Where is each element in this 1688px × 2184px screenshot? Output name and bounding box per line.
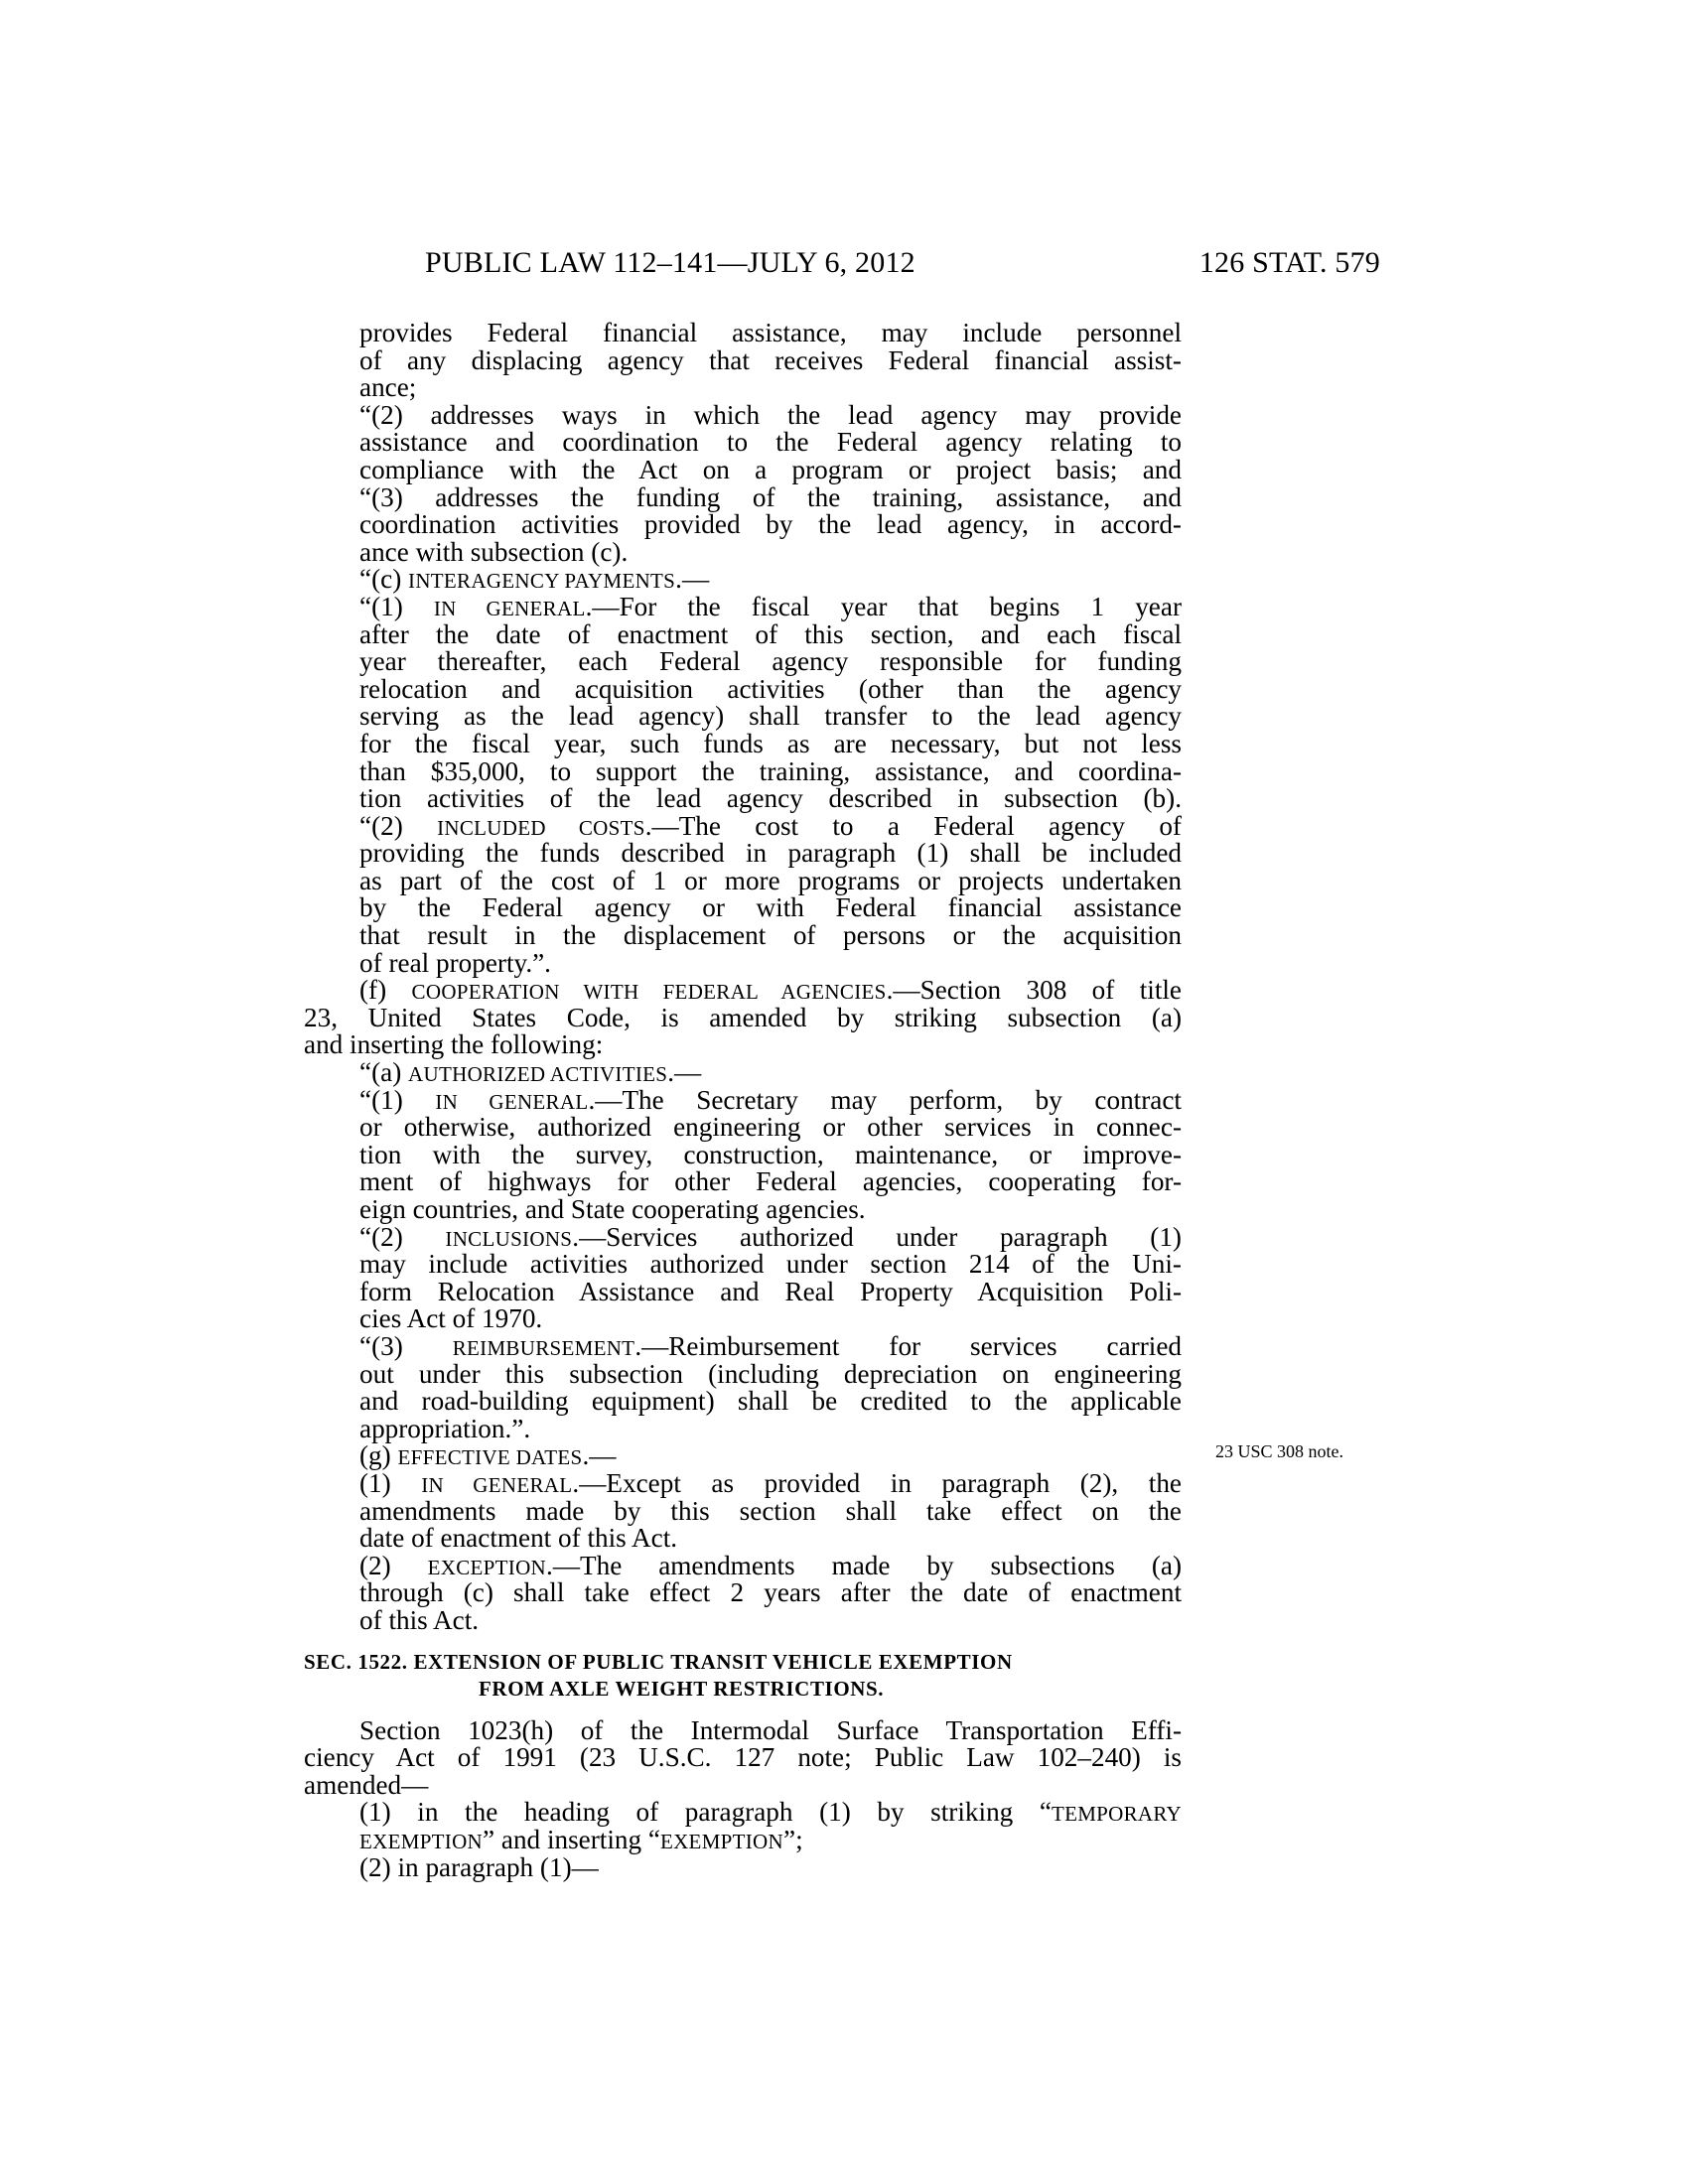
text-line bbox=[304, 1084, 1182, 1115]
text-line bbox=[304, 1251, 1182, 1279]
text-line bbox=[304, 1714, 1182, 1745]
line-text: (f) bbox=[359, 975, 412, 1006]
line-text: (1) in the heading of paragraph (1) by striking “ bbox=[359, 1797, 1052, 1828]
text-line bbox=[304, 1744, 1182, 1772]
text-line bbox=[304, 454, 1182, 484]
small-caps-heading: INCLUDED COSTS bbox=[437, 815, 645, 840]
line-text: as part of the cost of 1 or more programs or projects undertaken bbox=[359, 865, 1182, 895]
line-text: .—Reimbursement for services carried bbox=[634, 1330, 1182, 1361]
line-text: and road-building equipment) shall be credited to the applicable bbox=[359, 1386, 1182, 1417]
line-text: than $35,000, to support the training, assistance, and coordina- bbox=[359, 755, 1182, 786]
text-line bbox=[304, 1139, 1182, 1169]
text-line bbox=[304, 1413, 1182, 1443]
small-caps-heading: EXEMPTION bbox=[359, 1830, 484, 1854]
line-text: assistance and coordination to the Federal agency relating to bbox=[359, 427, 1182, 458]
text-line bbox=[304, 1495, 1182, 1526]
text-line bbox=[304, 1002, 1182, 1032]
text-line bbox=[304, 1388, 1182, 1416]
text-line bbox=[304, 648, 1182, 676]
line-text: of this Act. bbox=[359, 1604, 480, 1635]
line-text: date of enactment of this Act. bbox=[359, 1523, 678, 1554]
text-line bbox=[304, 618, 1182, 649]
section-heading-line2: FROM AXLE WEIGHT RESTRICTIONS. bbox=[479, 1677, 885, 1702]
line-text: (2) bbox=[359, 1550, 428, 1580]
small-caps-heading: EXEMPTION bbox=[659, 1830, 783, 1854]
text-line bbox=[304, 1305, 1182, 1333]
text-line bbox=[304, 1799, 1182, 1827]
text-line bbox=[304, 1114, 1182, 1142]
line-text: eign countries, and State cooperating agencies. bbox=[359, 1194, 866, 1224]
text-line bbox=[304, 755, 1182, 786]
text-line bbox=[304, 481, 1182, 512]
section-heading-line1: SEC. 1522. EXTENSION OF PUBLIC TRANSIT VEHICLE EXEMPTION bbox=[304, 1649, 1013, 1674]
line-text: form Relocation Assistance and Real Property Acquisition Poli- bbox=[359, 1276, 1182, 1306]
text-line bbox=[304, 1059, 1182, 1087]
text-line bbox=[304, 1467, 1182, 1498]
text-line bbox=[304, 673, 1182, 704]
text-line bbox=[304, 1330, 1182, 1361]
small-caps-heading: REIMBURSEMENT bbox=[452, 1335, 635, 1360]
line-text: .—The Secretary may perform, by contract bbox=[588, 1084, 1182, 1115]
line-text: .—The amendments made by subsections (a) bbox=[546, 1550, 1183, 1580]
text-line bbox=[304, 1276, 1182, 1306]
text-line bbox=[304, 1604, 1182, 1635]
line-text: “(3) addresses the funding of the training, assistance, and bbox=[359, 481, 1182, 512]
text-line bbox=[304, 1031, 1182, 1059]
running-head-title: PUBLIC LAW 112–141—JULY 6, 2012 bbox=[425, 246, 915, 279]
small-caps-heading: EFFECTIVE DATES bbox=[397, 1445, 583, 1470]
text-line bbox=[304, 399, 1182, 430]
line-text: of real property.”. bbox=[359, 947, 551, 978]
text-line bbox=[304, 1442, 1182, 1470]
line-text: (1) bbox=[359, 1467, 422, 1498]
small-caps-heading: EXCEPTION bbox=[427, 1555, 547, 1579]
text-line bbox=[304, 374, 1182, 402]
text-line bbox=[304, 566, 1182, 594]
text-line bbox=[304, 320, 1182, 347]
margin-note: 23 USC 308 note. bbox=[1215, 1441, 1344, 1461]
line-text: out under this subsection (including depreciation on engineering bbox=[359, 1358, 1182, 1389]
text-line bbox=[304, 1221, 1182, 1252]
small-caps-heading: AUTHORIZED ACTIVITIES bbox=[408, 1062, 668, 1087]
line-text: .— bbox=[667, 1057, 702, 1088]
line-text: ment of highways for other Federal agencies, cooperating for- bbox=[359, 1166, 1182, 1197]
running-head-page: 126 STAT. 579 bbox=[1198, 246, 1380, 279]
line-text: .—Except as provided in paragraph (2), the bbox=[572, 1467, 1182, 1498]
line-text: year thereafter, each Federal agency responsible for funding bbox=[359, 646, 1182, 677]
line-text: “(1) bbox=[359, 591, 434, 621]
text-line bbox=[304, 511, 1182, 539]
line-text: 23, United States Code, is amended by striking subsection (a) bbox=[304, 1002, 1182, 1032]
line-text: “(2) bbox=[359, 1221, 446, 1252]
line-text: .—The cost to a Federal agency of bbox=[644, 810, 1182, 841]
line-text: tion activities of the lead agency described in subsection (b). bbox=[359, 783, 1182, 814]
line-text: .— bbox=[675, 564, 710, 595]
text-line bbox=[304, 947, 1182, 978]
text-line bbox=[304, 1525, 1182, 1553]
document-body bbox=[304, 320, 1182, 1881]
small-caps-heading: IN GENERAL bbox=[433, 596, 586, 620]
line-text: “(3) bbox=[359, 1330, 453, 1361]
text-line bbox=[304, 922, 1182, 950]
small-caps-heading: IN GENERAL bbox=[421, 1472, 573, 1497]
line-text: Section 1023(h) of the Intermodal Surface Transportation Effi- bbox=[359, 1714, 1182, 1745]
line-text: that result in the displacement of persons or the acquisition bbox=[359, 920, 1182, 951]
spacer bbox=[304, 1635, 1182, 1649]
line-text: by the Federal agency or with Federal financial assistance bbox=[359, 892, 1182, 923]
line-text: ciency Act of 1991 (23 U.S.C. 127 note; Public Law 102–240) is bbox=[304, 1742, 1182, 1773]
line-text: “(1) bbox=[359, 1084, 436, 1115]
line-text: .—Section 308 of title bbox=[886, 975, 1182, 1006]
small-caps-heading: INTERAGENCY PAYMENTS bbox=[408, 569, 676, 594]
line-text: coordination activities provided by the lead agency, in accord- bbox=[359, 509, 1182, 540]
text-line bbox=[304, 840, 1182, 868]
line-text: for the fiscal year, such funds as are necessary, but not less bbox=[359, 728, 1182, 758]
text-line bbox=[304, 728, 1182, 758]
line-text: ”; bbox=[783, 1825, 803, 1855]
line-text: .—Services authorized under paragraph (1) bbox=[572, 1221, 1182, 1252]
text-line bbox=[304, 785, 1182, 813]
text-line bbox=[304, 1196, 1182, 1224]
text-block-subsections bbox=[304, 320, 1182, 1635]
line-text: providing the funds described in paragraph (1) shall be included bbox=[359, 838, 1182, 869]
line-text: appropriation.”. bbox=[359, 1413, 531, 1443]
line-text: provides Federal financial assistance, may include personnel bbox=[359, 318, 1182, 347]
line-text: .—For the fiscal year that begins 1 year bbox=[585, 591, 1182, 621]
text-line bbox=[304, 591, 1182, 621]
line-text: amended— bbox=[304, 1769, 429, 1800]
text-line bbox=[304, 1851, 1182, 1882]
text-block-section-1522 bbox=[304, 1714, 1182, 1882]
small-caps-heading: TEMPORARY bbox=[1051, 1802, 1182, 1827]
line-text: “(2) addresses ways in which the lead agency may provide bbox=[359, 399, 1182, 430]
text-line bbox=[304, 1168, 1182, 1196]
text-line bbox=[304, 810, 1182, 841]
line-text: and inserting the following: bbox=[304, 1029, 604, 1060]
line-text: relocation and acquisition activities (other than the agency bbox=[359, 673, 1182, 704]
text-line bbox=[304, 977, 1182, 1005]
line-text: serving as the lead agency) shall transfer to the lead agency bbox=[359, 701, 1182, 732]
line-text: of any displacing agency that receives Federal financial assist- bbox=[359, 344, 1182, 375]
line-text: “(2) bbox=[359, 810, 438, 841]
text-line bbox=[304, 1579, 1182, 1607]
small-caps-heading: INCLUSIONS bbox=[445, 1226, 573, 1251]
text-line bbox=[304, 894, 1182, 922]
line-text: (g) bbox=[359, 1440, 398, 1471]
line-text: cies Act of 1970. bbox=[359, 1303, 543, 1334]
line-text: after the date of enactment of this section, and each fiscal bbox=[359, 618, 1182, 649]
text-line bbox=[304, 429, 1182, 457]
line-text: tion with the survey, construction, maintenance, or improve- bbox=[359, 1139, 1182, 1169]
line-text: “(c) bbox=[359, 564, 409, 595]
line-text: ance; bbox=[359, 372, 417, 403]
line-text: “(a) bbox=[359, 1057, 409, 1088]
small-caps-heading: COOPERATION WITH FEDERAL AGENCIES bbox=[411, 980, 887, 1005]
line-text: or otherwise, authorized engineering or other services in connec- bbox=[359, 1112, 1182, 1143]
line-text: .— bbox=[582, 1440, 617, 1471]
text-line bbox=[304, 703, 1182, 731]
line-text: may include activities authorized under section 214 of the Uni- bbox=[359, 1249, 1182, 1280]
text-line bbox=[304, 344, 1182, 375]
text-line bbox=[304, 1827, 1182, 1854]
text-line bbox=[304, 865, 1182, 895]
line-text: (2) in paragraph (1)— bbox=[359, 1851, 599, 1882]
text-line bbox=[304, 1769, 1182, 1800]
text-line bbox=[304, 1358, 1182, 1389]
small-caps-heading: IN GENERAL bbox=[435, 1089, 589, 1114]
page-header bbox=[425, 246, 1380, 286]
line-text: ance with subsection (c). bbox=[359, 536, 629, 567]
line-text: ” and inserting “ bbox=[483, 1825, 660, 1855]
text-line bbox=[304, 536, 1182, 567]
line-text: amendments made by this section shall take effect on the bbox=[359, 1495, 1182, 1526]
line-text: through (c) shall take effect 2 years after the date of enactment bbox=[359, 1577, 1182, 1608]
text-line bbox=[304, 1550, 1183, 1580]
line-text: compliance with the Act on a program or project basis; and bbox=[359, 454, 1182, 484]
